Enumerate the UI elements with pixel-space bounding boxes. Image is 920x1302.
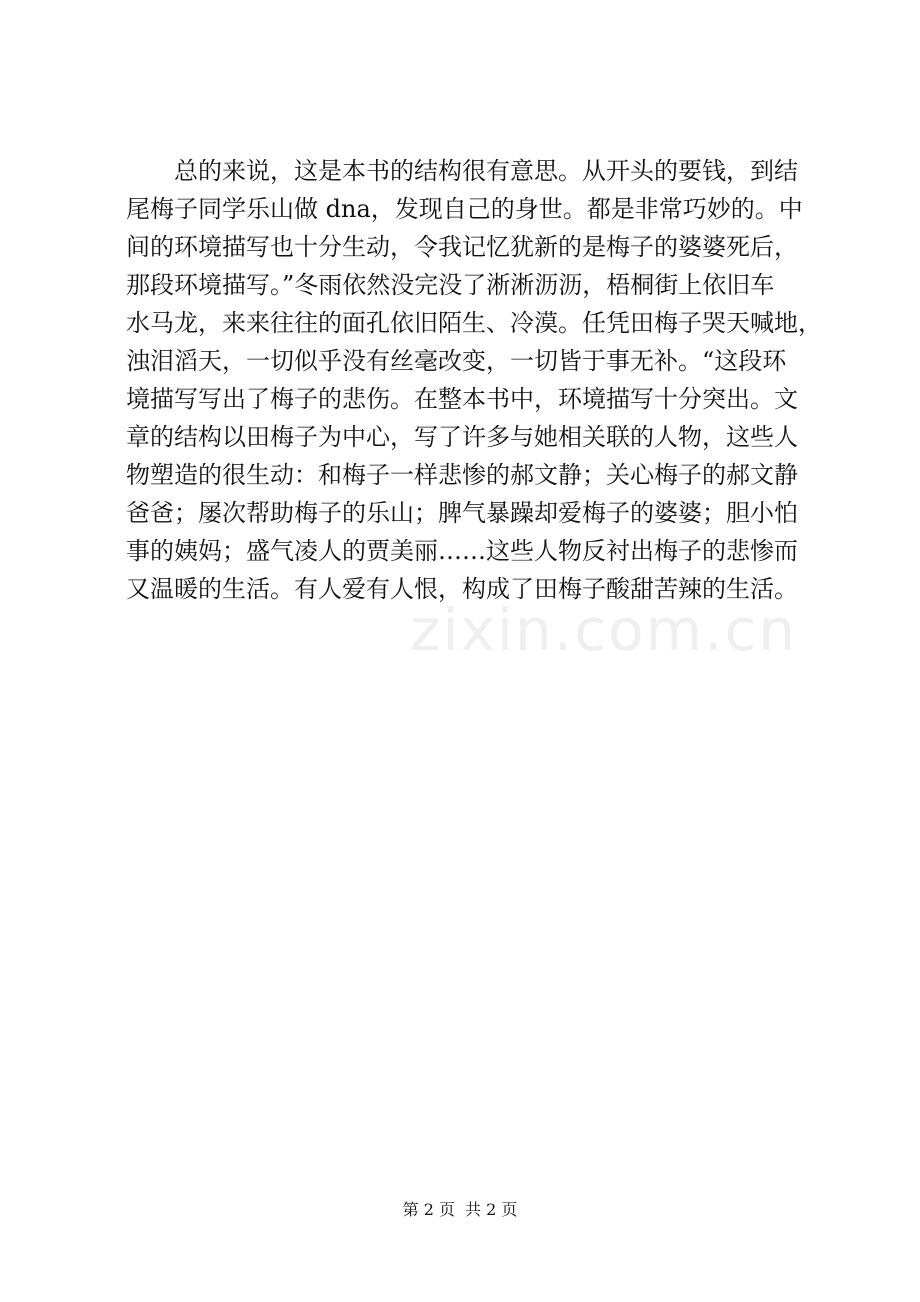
body-paragraph	[126, 152, 822, 608]
page-footer	[0, 1198, 920, 1222]
paragraph-line: 浊泪滔天，一切似乎没有丝毫改变，一切皆于事无补。“这段环	[126, 347, 787, 375]
paragraph-line: 水马龙，来来往往的面孔依旧陌生、冷漠。任凭田梅子哭天喊地，	[126, 309, 822, 337]
paragraph-line: 尾梅子同学乐山做 dna，发现自己的身世。都是非常巧妙的。中	[126, 195, 803, 223]
page-number: 第 2 页	[402, 1200, 455, 1219]
paragraph-line: 又温暖的生活。有人爱有人恨，构成了田梅子酸甜苦辣的生活。	[126, 575, 798, 603]
paragraph-line: 章的结构以田梅子为中心，写了许多与她相关联的人物，这些人	[126, 423, 798, 451]
watermark: zixin.com.cn	[410, 596, 798, 664]
paragraph-line: 事的姨妈；盛气凌人的贾美丽……这些人物反衬出梅子的悲惨而	[126, 537, 798, 565]
paragraph-line: 间的环境描写也十分生动，令我记忆犹新的是梅子的婆婆死后，	[126, 233, 798, 261]
paragraph-line: 境描写写出了梅子的悲伤。在整本书中，环境描写十分突出。文	[126, 385, 798, 413]
page-total: 共 2 页	[465, 1200, 518, 1219]
paragraph-line: 物塑造的很生动：和梅子一样悲惨的郝文静；关心梅子的郝文静	[126, 461, 798, 489]
paragraph-line: 总的来说，这是本书的结构很有意思。从开头的要钱，到结	[174, 157, 798, 185]
paragraph-line: 爸爸；屡次帮助梅子的乐山；脾气暴躁却爱梅子的婆婆；胆小怕	[126, 499, 798, 527]
paragraph-line: 那段环境描写。”冬雨依然没完没了淅淅沥沥，梧桐街上依旧车	[126, 271, 775, 299]
